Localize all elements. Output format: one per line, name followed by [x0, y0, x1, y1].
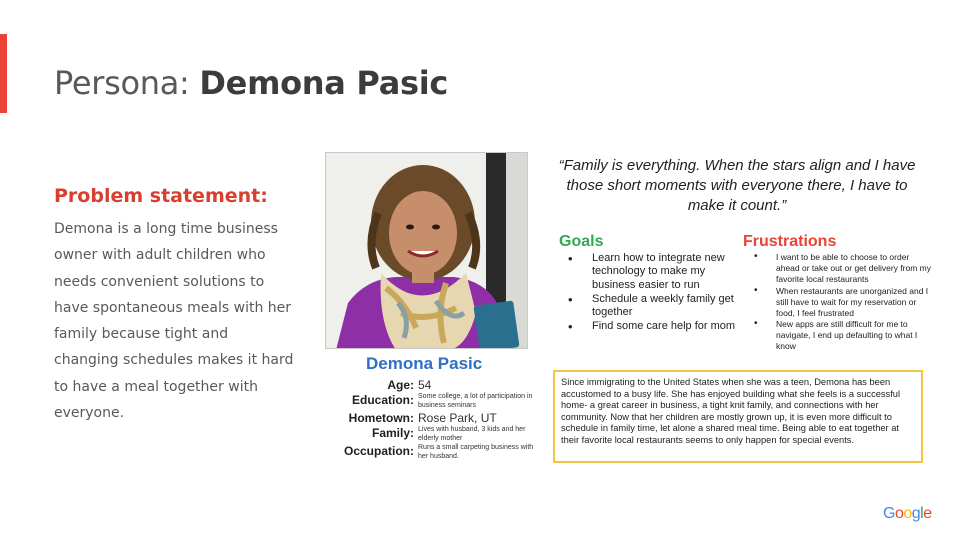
fact-family — [330, 426, 540, 443]
fact-label: Occupation: — [343, 444, 414, 458]
fact-value: Lives with husband, 3 kids and her elderly mother — [418, 426, 526, 442]
persona-quote: “Family is everything. When the stars align and I have those short moments with everyone there, I have to make it count.” — [558, 157, 916, 214]
fact-label: Age: — [387, 378, 414, 392]
frustrations-heading: Frustrations — [743, 233, 837, 250]
frustration-item: • New apps are still difficult for me to navigate, I end up defaulting to what I know — [752, 319, 932, 352]
title-prefix: Persona: — [54, 64, 200, 102]
accent-bar — [0, 34, 7, 113]
goals-list — [566, 252, 736, 335]
page-title — [54, 64, 448, 102]
frustrations-list — [752, 252, 932, 353]
google-logo — [883, 505, 932, 523]
fact-occupation — [330, 444, 540, 461]
logo-letter: o — [903, 505, 912, 522]
fact-age — [330, 378, 540, 392]
persona-photo — [325, 152, 528, 349]
title-name: Demona Pasic — [199, 64, 449, 102]
logo-letter: l — [920, 505, 924, 522]
goal-item: • Find some care help for mom — [566, 320, 736, 333]
goals-heading: Goals — [559, 233, 604, 250]
persona-name: Demona Pasic — [366, 354, 483, 373]
logo-letter: o — [894, 505, 904, 522]
fact-label: Family: — [371, 426, 414, 440]
fact-label: Education: — [352, 393, 414, 407]
goal-item: • Learn how to integrate new technology to make my business easier to run — [566, 252, 736, 292]
fact-value: Runs a small carpeting business with her husband. — [418, 444, 534, 460]
logo-letter: g — [911, 505, 921, 522]
persona-bio: Since immigrating to the United States when she was a teen, Demona has been accustomed to a busy life. She has enjoyed building what she feels is a successful home- a great career in business, a tight knit family, and connections with her community. Now that her children are mostly grown up, it is even more difficult to schedule in family time, let alone a shared meal time. Being able to eat together at their favorite local restaurants seems to only happen for special events. — [553, 370, 923, 463]
persona-facts — [330, 378, 540, 462]
problem-statement-heading: Problem statement: — [54, 185, 268, 207]
frustration-item: • When restaurants are unorganized and I still have to wait for my reservation or food, I feel frustrated — [752, 286, 932, 319]
logo-letter: e — [923, 505, 932, 522]
fact-education — [330, 393, 540, 410]
fact-value: Some college, a lot of participation in business seminars — [418, 393, 533, 409]
fact-hometown — [330, 411, 540, 425]
frustration-item: • I want to be able to choose to order ahead or take out or get delivery from my favorite local restaurants — [752, 252, 932, 285]
fact-value: Rose Park, UT — [418, 411, 497, 425]
problem-statement-body: Demona is a long time business owner with adult children who needs convenient solutions to have spontaneous meals with her family because tight and changing schedules makes it hard to have a meal together with everyone. — [54, 221, 294, 422]
fact-label: Hometown: — [348, 411, 414, 425]
logo-letter: G — [883, 505, 895, 522]
fact-value: 54 — [418, 378, 432, 392]
goal-item: • Schedule a weekly family get together — [566, 293, 736, 320]
